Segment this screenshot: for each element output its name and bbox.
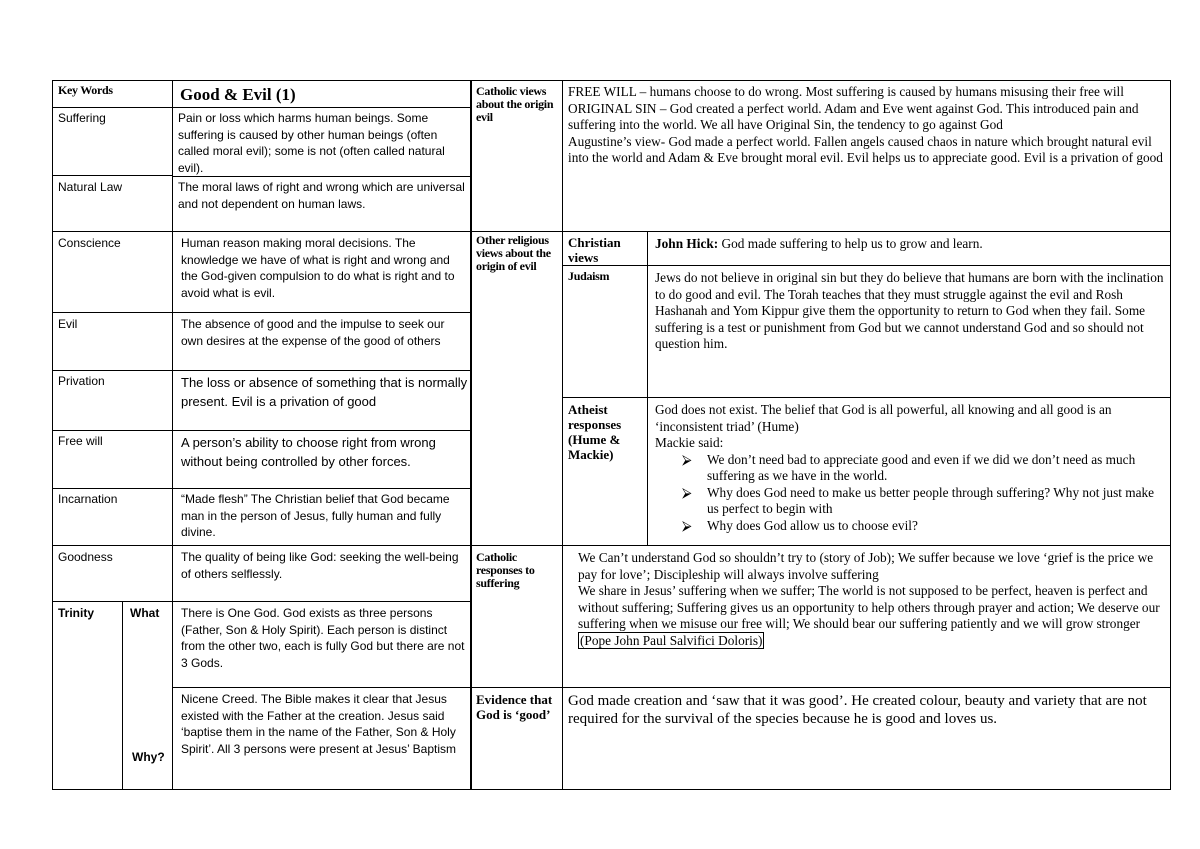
term-trinity: Trinity (58, 606, 95, 620)
mackie-list (655, 452, 1167, 535)
catholic-origin-label: Catholic views about the origin evil (476, 84, 554, 124)
def-incarnation: “Made flesh” The Christian belief that God became man in the person of Jesus, fully human and fully divine. (181, 492, 450, 539)
key-words-header: Key Words (58, 83, 113, 97)
term-incarnation: Incarnation (58, 492, 118, 506)
list-item: ⮚ Why does God need to make us better people through suffering? Why not just make us perfect to begin with (682, 484, 1155, 516)
trinity-what-label: What (130, 606, 160, 620)
def-free-will: A person’s ability to choose right from wrong without being controlled by other forces. (181, 435, 436, 469)
term-natural-law: Natural Law (58, 180, 123, 194)
other-views-label: Other religious views about the origin of evil (476, 233, 551, 273)
salvifici-doloris-ref: (Pope John Paul Salvifici Doloris) (580, 632, 763, 648)
trinity-what-def: There is One God. God exists as three persons (Father, Son & Holy Spirit). Each person is distinct from the other two, each is fully God but there are not 3 Gods. (181, 606, 465, 670)
def-evil: The absence of good and the impulse to seek our own desires at the expense of the good of others (181, 317, 445, 348)
judaism-text: Jews do not believe in original sin but they do believe that humans are born with the inclination to do good and evil. The Torah teaches that they must struggle against the evil and Rosh Hashanah and Yom Kippur give them the opportunity to return to God when they fail. Some suffering is a test or punishment from God but we cannot understand God and so should not question him. (655, 270, 1164, 351)
def-natural-law: The moral laws of right and wrong which are universal and not dependent on human laws. (178, 180, 465, 211)
catholic-responses-text: We Can’t understand God so shouldn’t try to (story of Job); We suffer because we love ‘grief is the price we pay for love’; Discipleship will always involve suffering We share in Jesus’ suffering when we suffer; The world is not supposed to be perfect, heaven is perfect and without suffering; Suffering gives us an opportunity to help others through prayer and action; We deserve our suffering when we misuse our free will; We should bear our suffering patiently and we will grow stronger (Pope John Paul Salvifici Doloris) (578, 550, 1160, 648)
term-evil: Evil (58, 317, 78, 331)
atheist-text (655, 402, 1167, 534)
christian-views-text: John Hick: God made suffering to help us to grow and learn. (655, 236, 983, 251)
term-suffering: Suffering (58, 111, 106, 125)
def-conscience: Human reason making moral decisions. The knowledge we have of what is right and wrong and the God-given compulsion to do what is right and to avoid what is evil. (181, 236, 455, 300)
term-conscience: Conscience (58, 236, 121, 250)
catholic-origin-text: FREE WILL – humans choose to do wrong. Most suffering is caused by humans misusing their free will ORIGINAL SIN – God created a perfect world. Adam and Eve went against God. This introduced pain and suffering into the world. We all have Original Sin, the tendency to go against God Augustine’s view- God made a perfect world. Fallen angels caused chaos in nature which brought natural evil into the world and Adam & Eve brought moral evil. Evil helps us to appreciate good. Evil is a privation of good (568, 84, 1163, 165)
john-hick-name: John Hick: (655, 236, 719, 251)
def-privation: The loss or absence of something that is normally present. Evil is a privation of good (181, 375, 468, 409)
arrow-icon: ⮚ (682, 451, 692, 467)
term-free-will: Free will (58, 434, 103, 448)
judaism-label: Judaism (568, 269, 610, 283)
atheist-label: Atheist responses (Hume & Mackie) (568, 402, 622, 462)
christian-views-label: Christian views (568, 235, 621, 265)
term-goodness: Goodness (58, 550, 113, 564)
trinity-why-def: Nicene Creed. The Bible makes it clear that Jesus existed with the Father at the creation. Jesus said ‘baptise them in the name of the Father, Son & Holy Spirit’. All 3 persons were present at Jesus’ Baptism (181, 692, 457, 756)
mackie-said: Mackie said: (655, 435, 724, 450)
trinity-why-label: Why? (132, 750, 165, 764)
atheist-intro: God does not exist. The belief that God is all powerful, all knowing and all good is an ‘inconsistent triad’ (Hume) (655, 402, 1112, 434)
arrow-icon: ⮚ (682, 484, 692, 500)
arrow-icon: ⮚ (682, 517, 692, 533)
term-privation: Privation (58, 374, 105, 388)
page-title: Good & Evil (1) (180, 85, 296, 104)
def-goodness: The quality of being like God: seeking the well-being of others selflessly. (181, 550, 459, 581)
catholic-responses-label: Catholic responses to suffering (476, 550, 535, 590)
def-suffering: Pain or loss which harms human beings. Some suffering is caused by other human beings (often called moral evil); some is not (often called natural evil). (178, 111, 445, 175)
list-item: ⮚ We don’t need bad to appreciate good and even if we did we don’t need as much suffering as we have in the world. (682, 451, 1136, 483)
list-item: ⮚ Why does God allow us to choose evil? (682, 517, 918, 533)
evidence-label: Evidence that God is ‘good’ (476, 692, 553, 722)
evidence-text: God made creation and ‘saw that it was good’. He created colour, beauty and variety that are not required for the survival of the species because he is good and loves us. (568, 693, 1147, 727)
